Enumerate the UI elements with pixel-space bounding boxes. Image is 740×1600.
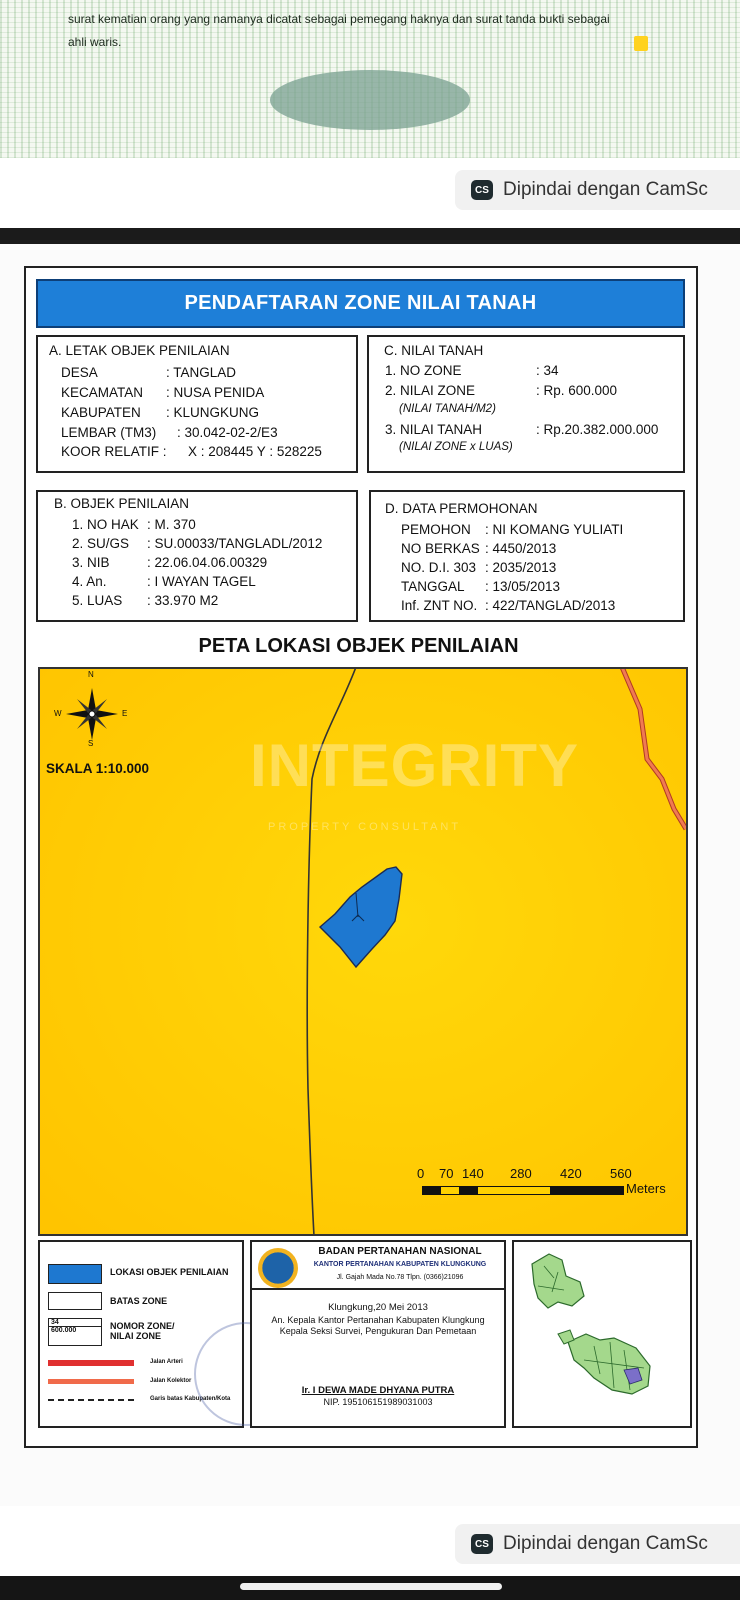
section-b-label: 2. SU/GS — [72, 536, 130, 551]
compass-s-label: S — [88, 739, 94, 748]
section-d-value: : 2035/2013 — [485, 560, 557, 575]
location-map — [38, 667, 688, 1236]
section-a-value: : 30.042-02-2/E3 — [177, 425, 278, 440]
section-a-letak-objek — [36, 335, 358, 473]
camscanner-logo-icon: CS — [471, 180, 493, 200]
inset-location-map — [512, 1240, 692, 1428]
legend-label: Jalan Kolektor — [150, 1378, 192, 1384]
section-c-value: : Rp. 600.000 — [536, 383, 618, 398]
section-d-value: : 4450/2013 — [485, 541, 557, 556]
signer-name: Ir. I DEWA MADE DHYANA PUTRA — [301, 1385, 455, 1396]
section-b-value: : M. 370 — [147, 517, 196, 532]
nusa-penida-shape — [568, 1334, 650, 1394]
watermark-subtitle: PROPERTY CONSULTANT — [268, 821, 462, 833]
section-b-value: : SU.00033/TANGLADL/2012 — [147, 536, 323, 551]
camscanner-label: Dipindai dengan CamSc — [503, 1533, 708, 1554]
section-c-label: 2. NILAI ZONE — [385, 383, 476, 398]
section-c-nilai-tanah — [367, 335, 685, 473]
section-a-value: : NUSA PENIDA — [166, 385, 265, 400]
scalebar-tick: 140 — [462, 1166, 484, 1181]
section-d-label: Inf. ZNT NO. — [401, 598, 478, 613]
section-c-note: (NILAI ZONE x LUAS) — [399, 441, 513, 453]
section-d-heading: D. DATA PERMOHONAN — [385, 501, 538, 516]
legend-label: LOKASI OBJEK PENILAIAN — [110, 1267, 229, 1277]
agency-office: KANTOR PERTANAHAN KABUPATEN KLUNGKUNG — [313, 1261, 487, 1268]
section-d-label: NO BERKAS — [401, 541, 480, 556]
section-a-label: KECAMATAN — [61, 385, 144, 400]
section-b-label: 1. NO HAK — [72, 517, 139, 532]
section-a-heading: A. LETAK OBJEK PENILAIAN — [49, 343, 230, 358]
signer-nip: NIP. 195106151989031003 — [323, 1397, 433, 1407]
section-b-label: 3. NIB — [72, 555, 110, 570]
scale-bar-segment — [478, 1187, 551, 1194]
section-a-label: DESA — [61, 365, 98, 380]
section-d-label: NO. D.I. 303 — [401, 560, 477, 575]
legend-zone-sample-value: 600.000 — [49, 1326, 101, 1334]
scale-bar-segment — [459, 1187, 477, 1194]
legend-label: NOMOR ZONE/ NILAI ZONE — [110, 1321, 175, 1341]
legend-arterial-road-swatch — [48, 1360, 134, 1366]
klungkung-mainland-shape — [532, 1254, 584, 1308]
map-scale-label: SKALA 1:10.000 — [46, 761, 150, 776]
legend-zone-boundary-swatch — [48, 1292, 102, 1310]
agency-divider — [252, 1288, 504, 1290]
agency-name: BADAN PERTANAHAN NASIONAL — [318, 1246, 482, 1257]
section-d-value: : 13/05/2013 — [485, 579, 561, 594]
legend-label: Garis batas Kabupaten/Kota — [150, 1396, 231, 1402]
security-seal-emblem — [270, 70, 470, 130]
section-b-label: 5. LUAS — [72, 593, 123, 608]
section-c-value: : Rp.20.382.000.000 — [536, 422, 659, 437]
section-d-label: PEMOHON — [401, 522, 471, 537]
signature-date: Klungkung,20 Mei 2013 — [328, 1302, 428, 1313]
section-d-value: : 422/TANGLAD/2013 — [485, 598, 616, 613]
agency-address: Jl. Gajah Mada No.78 Tlpn. (0366)21096 — [336, 1274, 464, 1281]
section-c-note: (NILAI TANAH/M2) — [399, 403, 496, 415]
legend-district-border-swatch — [48, 1399, 134, 1401]
camscanner-badge-top — [455, 170, 740, 210]
inset-map-canvas — [514, 1242, 690, 1426]
scale-bar-segment — [441, 1187, 459, 1194]
signature-position-1: An. Kepala Kantor Pertanahan Kabupaten Klungkung — [271, 1315, 485, 1325]
legend-zone-sample-number: 34 — [51, 1319, 59, 1326]
section-a-label: KABUPATEN — [61, 405, 141, 420]
legend-parcel-swatch — [48, 1264, 102, 1284]
legend-zone-number-swatch — [48, 1318, 102, 1346]
section-c-label: 3. NILAI TANAH — [385, 422, 483, 437]
scalebar-tick: 280 — [510, 1166, 532, 1181]
section-a-label: KOOR RELATIF : — [61, 444, 167, 459]
legend-label: Jalan Arteri — [150, 1359, 183, 1365]
previous-page-text — [68, 8, 668, 54]
scalebar-tick: 0 — [417, 1166, 425, 1181]
bpn-logo-icon — [258, 1248, 298, 1288]
map-title: PETA LOKASI OBJEK PENILAIAN — [198, 635, 519, 657]
section-d-value: : NI KOMANG YULIATI — [485, 522, 624, 537]
scale-bar — [422, 1186, 624, 1195]
scalebar-tick: 70 — [439, 1166, 454, 1181]
section-c-heading: C. NILAI TANAH — [384, 343, 484, 358]
yellow-marker — [634, 36, 648, 51]
map-legend — [38, 1240, 244, 1428]
legend-label: BATAS ZONE — [110, 1296, 168, 1306]
scale-bar-segment — [550, 1187, 623, 1194]
camscanner-badge-bottom — [455, 1524, 740, 1564]
section-d-label: TANGGAL — [401, 579, 465, 594]
section-a-value: X : 208445 Y : 528225 — [188, 444, 322, 459]
section-a-label: LEMBAR (TM3) — [61, 425, 157, 440]
section-b-label: 4. An. — [72, 574, 107, 589]
section-b-heading: B. OBJEK PENILAIAN — [54, 496, 190, 511]
legend-collector-road-swatch — [48, 1379, 134, 1384]
agency-signature-panel — [250, 1240, 506, 1428]
page-separator — [0, 228, 740, 244]
scalebar-tick: 420 — [560, 1166, 582, 1181]
section-b-value: : I WAYAN TAGEL — [147, 574, 256, 589]
compass-w-label: W — [54, 709, 62, 718]
document-title: PENDAFTARAN ZONE NILAI TANAH — [36, 279, 685, 328]
scalebar-unit: Meters — [626, 1181, 666, 1196]
section-a-value: : KLUNGKUNG — [166, 405, 260, 420]
section-d-data-permohonan — [369, 490, 685, 622]
integrity-watermark: INTEGRITY — [250, 732, 580, 799]
section-b-value: : 22.06.04.06.00329 — [147, 555, 268, 570]
home-indicator[interactable] — [240, 1583, 502, 1590]
section-c-value: : 34 — [536, 363, 559, 378]
previous-page-line-1: surat kematian orang yang namanya dicatat sebagai pemegang haknya dan surat tanda bukti sebagai — [68, 12, 610, 26]
compass-n-label: N — [88, 670, 94, 679]
section-a-value: : TANGLAD — [166, 365, 237, 380]
previous-page-line-2: ahli waris. — [68, 34, 122, 49]
compass-e-label: E — [122, 709, 128, 718]
scale-bar-segment — [423, 1187, 441, 1194]
section-c-label: 1. NO ZONE — [385, 363, 462, 378]
camscanner-logo-icon: CS — [471, 1534, 493, 1554]
signature-position-2: Kepala Seksi Survei, Pengukuran Dan Pemetaan — [279, 1326, 477, 1336]
camscanner-label: Dipindai dengan CamSc — [503, 179, 708, 200]
scalebar-tick: 560 — [610, 1166, 632, 1181]
section-b-value: : 33.970 M2 — [147, 593, 219, 608]
section-b-objek-penilaian — [36, 490, 358, 622]
